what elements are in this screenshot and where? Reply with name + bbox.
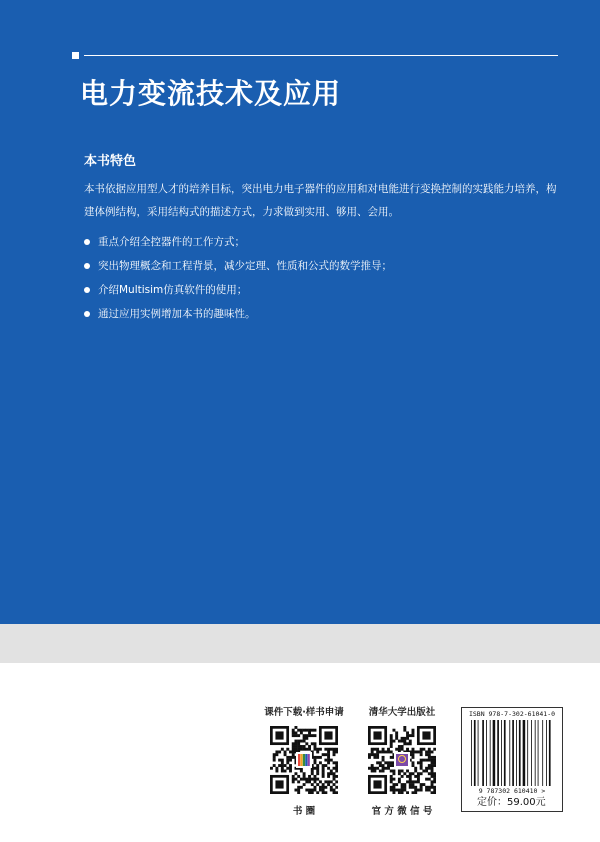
bullet-dot-icon — [84, 263, 90, 269]
feature-text: 突出物理概念和工程背景，减少定理、性质和公式的数学推导； — [98, 260, 392, 272]
title-marker — [72, 52, 79, 59]
qr-courseware-label: 书 圈 — [292, 806, 316, 817]
feature-text: 重点介绍全控器件的工作方式； — [98, 236, 245, 248]
feature-item — [84, 230, 392, 254]
barcode-icon — [470, 720, 554, 786]
qr-block-wechat — [356, 704, 448, 817]
barcode-digits: 9 787302 610410 > — [478, 787, 546, 795]
feature-item — [84, 278, 392, 302]
bullet-dot-icon — [84, 311, 90, 317]
features-intro: 本书依据应用型人才的培养目标，突出电力电子器件的应用和对电能进行变换控制的实践能力培养，构建体例结构，采用结构式的描述方式，力求做到实用、够用、会用。 — [84, 183, 557, 218]
features-heading: 本书特色 — [84, 154, 137, 169]
qr-wechat-caption: 清华大学出版社 — [368, 707, 436, 718]
features-list — [84, 230, 392, 326]
bullet-dot-icon — [84, 287, 90, 293]
feature-text: 通过应用实例增加本书的趣味性。 — [98, 308, 256, 320]
qr-wechat-label: 官 方 微 信 号 — [371, 806, 433, 817]
qr-code-icon — [270, 726, 338, 794]
bullet-dot-icon — [84, 239, 90, 245]
feature-item — [84, 254, 392, 278]
title-rule — [84, 55, 558, 56]
feature-text: 介绍Multisim仿真软件的使用； — [98, 284, 248, 296]
gray-band — [0, 624, 600, 663]
qr-courseware-caption: 课件下载·样书申请 — [264, 707, 344, 718]
qr-code-courseware[interactable] — [270, 726, 338, 794]
book-title: 电力变流技术及应用 — [80, 77, 342, 110]
qr-code-icon — [368, 726, 436, 794]
qr-block-courseware — [258, 704, 350, 817]
feature-item — [84, 302, 392, 326]
qr-code-wechat[interactable] — [368, 726, 436, 794]
isbn-text: ISBN 978-7-302-61041-0 — [468, 710, 556, 718]
price: 定价：59.00元 — [477, 797, 546, 808]
